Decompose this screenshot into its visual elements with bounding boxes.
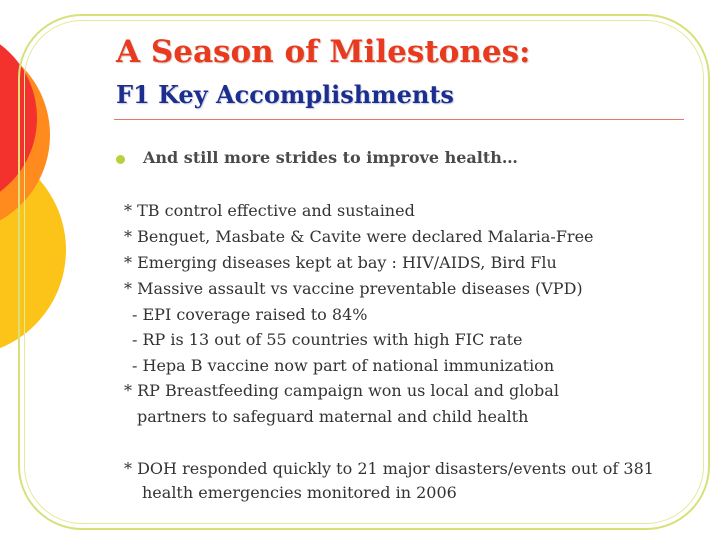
- slide-subtitle: F1 Key Accomplishments: [116, 80, 454, 109]
- list-item: - RP is 13 out of 55 countries with high FIC rate: [132, 330, 523, 349]
- list-item: health emergencies monitored in 2006: [142, 483, 457, 502]
- title-divider: [114, 119, 684, 120]
- list-item: * RP Breastfeeding campaign won us local and global: [124, 381, 559, 400]
- list-item: * Massive assault vs vaccine preventable diseases (VPD): [124, 279, 583, 298]
- list-item: * DOH responded quickly to 21 major disasters/events out of 381: [124, 459, 654, 478]
- bullet-text: And still more strides to improve health…: [143, 148, 518, 167]
- bullet-dot-icon: [116, 155, 125, 164]
- slide-title: A Season of Milestones:: [116, 34, 531, 70]
- list-item: - Hepa B vaccine now part of national immunization: [132, 356, 555, 375]
- list-item: * Benguet, Masbate & Cavite were declared Malaria-Free: [124, 227, 594, 246]
- list-item: partners to safeguard maternal and child health: [137, 407, 529, 426]
- list-item: * Emerging diseases kept at bay : HIV/AIDS, Bird Flu: [124, 253, 557, 272]
- list-item: * TB control effective and sustained: [124, 201, 415, 220]
- list-item: - EPI coverage raised to 84%: [132, 305, 368, 324]
